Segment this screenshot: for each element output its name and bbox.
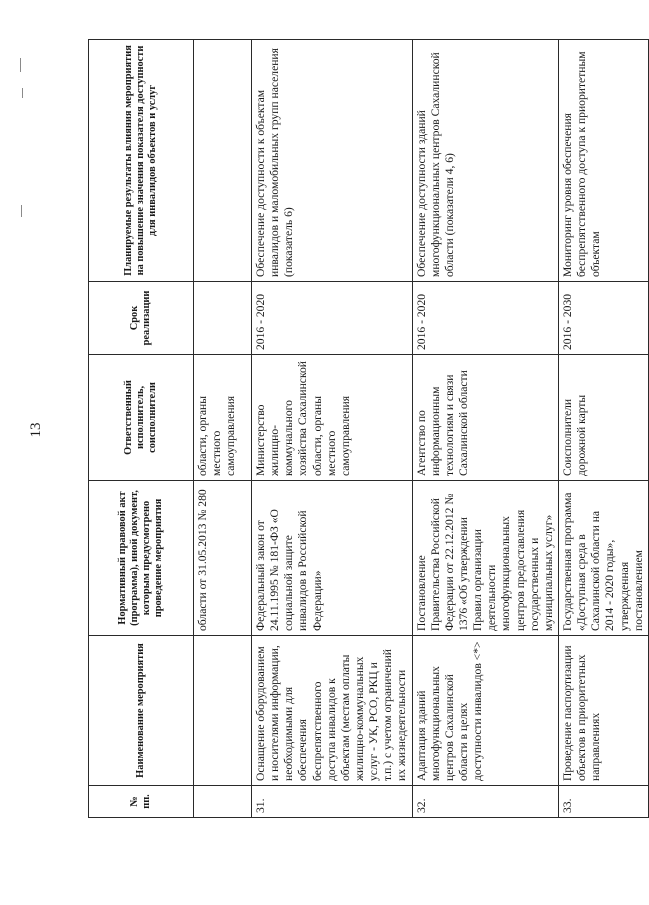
cell-act: Федеральный закон от 24.11.1995 № 181-ФЗ «О социальной защите инвалидов в Российской Федерации»: [252, 481, 413, 636]
scan-artifact: [22, 88, 23, 98]
cell-act: Постановление Правительства Российской Федерации от 22.12.2012 № 1376 «Об утверждении Правил организации деятельности многофункциональных центров предоставления государственных и муниципальных услуг»: [412, 481, 558, 636]
cell-result: [194, 40, 252, 282]
cell-act: области от 31.05.2013 № 280: [194, 481, 252, 636]
cell-term: 2016 - 2020: [412, 282, 558, 355]
table-row: [194, 40, 252, 818]
cell-exec: Агентство по информационным технологиям и связи Сахалинской области: [412, 355, 558, 481]
cell-act: Государственная программа «Доступная среда в Сахалинской области на 2014 - 2020 годы», утвержденная постановлением: [558, 481, 648, 636]
header-result: Планируемые результаты влияния мероприятия на повышение значения показателя доступности для инвалидов объектов и услуг: [89, 40, 194, 282]
cell-name: Адаптация зданий многофункциональных центров Сахалинской области в целях доступности инвалидов <*>: [412, 636, 558, 786]
header-num: № пп.: [89, 786, 194, 818]
cell-result: Обеспечение доступности зданий многофункциональных центров Сахалинской области (показатели 4, 6): [412, 40, 558, 282]
cell-term: [194, 282, 252, 355]
header-exec: Ответственный исполнитель, соисполнители: [89, 355, 194, 481]
cell-name: Оснащение оборудованием и носителями информации, необходимыми для обеспечения беспрепятственного доступа инвалидов к объектам (местам оплаты жилищно-коммунальных услуг - УК, РСО, РКЦ и т.п.) с учетом ограничений их жизнедеятельности: [252, 636, 413, 786]
cell-exec: области, органы местного самоуправления: [194, 355, 252, 481]
cell-exec: Министерство жилищно-коммунального хозяйства Сахалинской области, органы местного самоуправления: [252, 355, 413, 481]
cell-term: 2016 - 2030: [558, 282, 648, 355]
cell-num: 33.: [558, 786, 648, 818]
page-number: 13: [28, 422, 44, 438]
cell-term: 2016 - 2020: [252, 282, 413, 355]
scan-artifact: [20, 58, 21, 72]
activities-table: [88, 39, 649, 818]
cell-result: Обеспечение доступности к объектам инвалидов и маломобильных групп населения (показатель 6): [252, 40, 413, 282]
header-act: Нормативный правовой акт (программа), иной документ, которым предусмотрено проведение мероприятия: [89, 481, 194, 636]
cell-num: [194, 786, 252, 818]
table-row: [252, 40, 413, 818]
cell-result: Мониторинг уровня обеспечения беспрепятственного доступа к приоритетным объектам: [558, 40, 648, 282]
table-row: [558, 40, 648, 818]
cell-exec: Соисполнители дорожной карты: [558, 355, 648, 481]
scan-artifact: [21, 205, 22, 217]
cell-num: 32.: [412, 786, 558, 818]
rotated-page-content: [88, 40, 645, 818]
table-header-row: [89, 40, 194, 818]
cell-num: 31.: [252, 786, 413, 818]
cell-name: [194, 636, 252, 786]
header-name: Наименование мероприятия: [89, 636, 194, 786]
table-row: [412, 40, 558, 818]
header-term: Срок реализации: [89, 282, 194, 355]
cell-name: Проведение паспортизации объектов в приоритетных направлениях: [558, 636, 648, 786]
